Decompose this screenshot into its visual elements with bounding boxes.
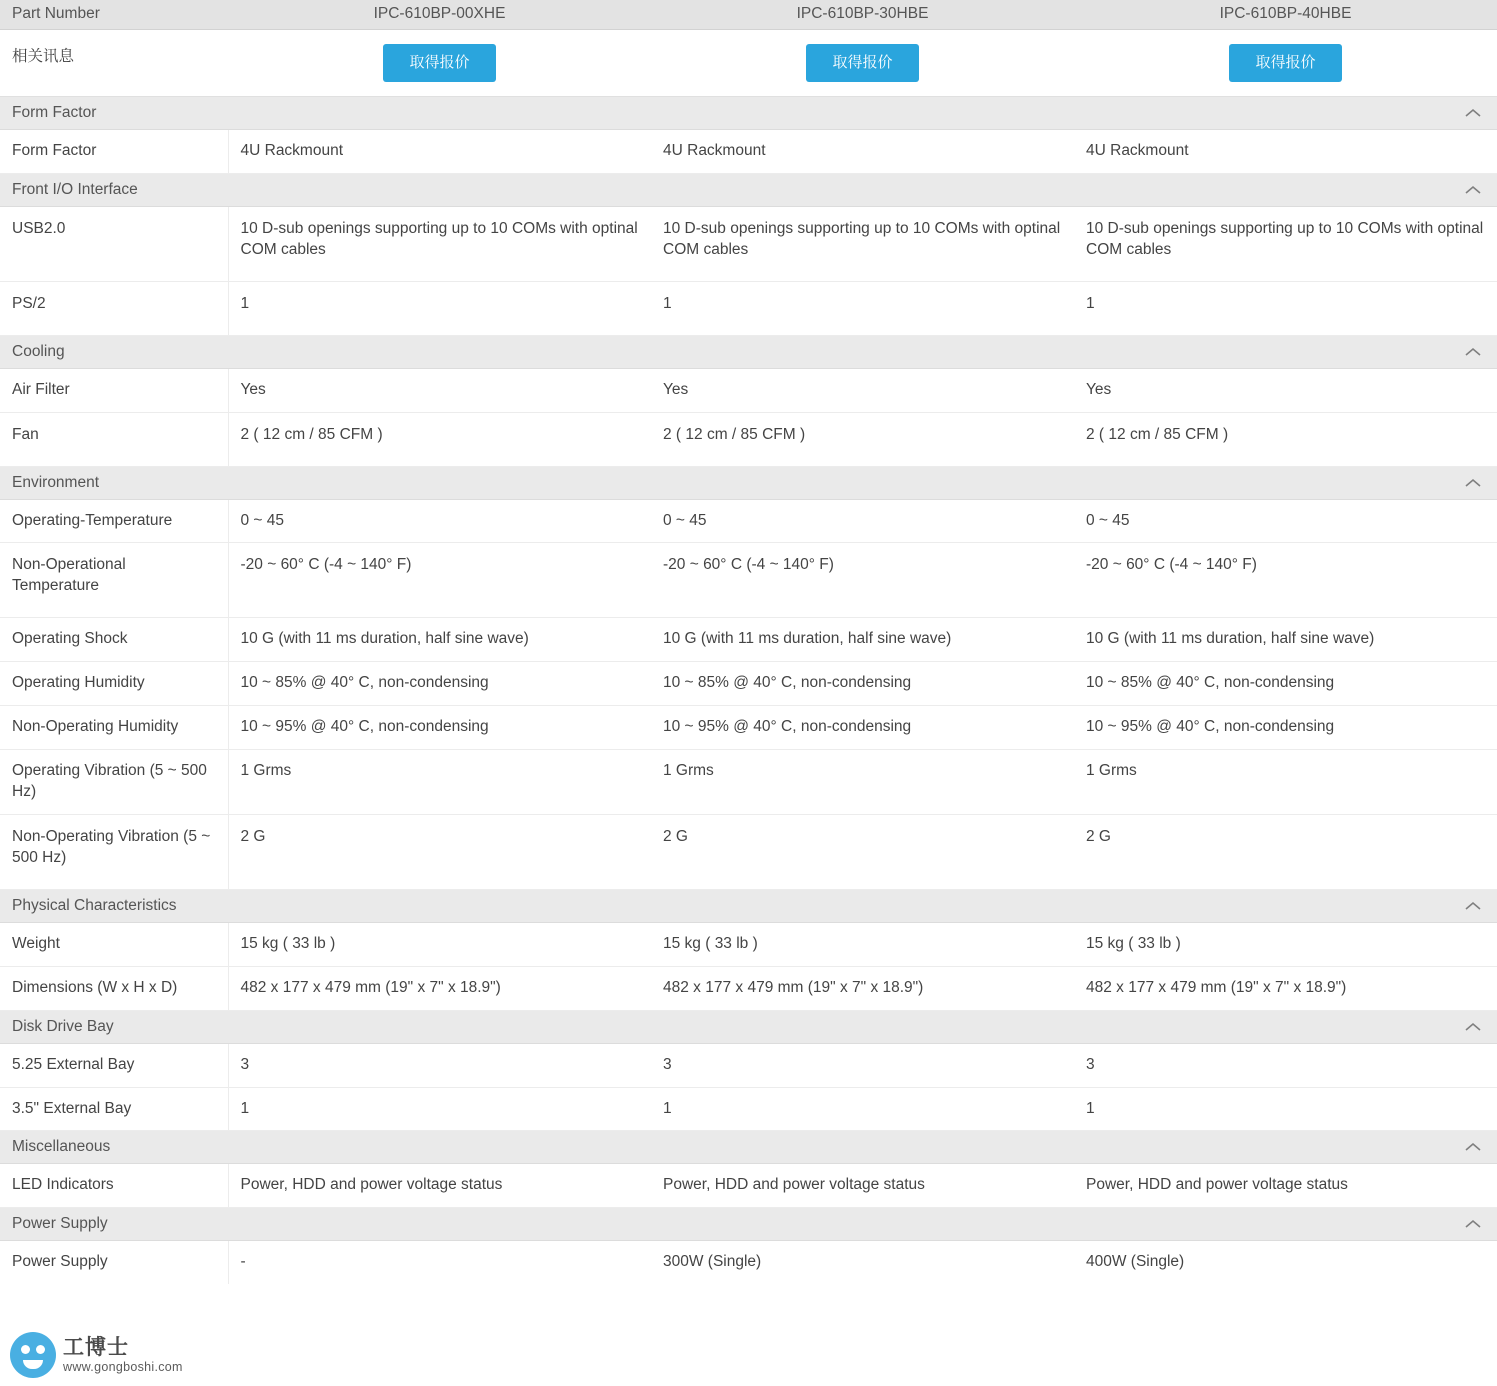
watermark-logo-icon bbox=[10, 1332, 56, 1378]
row-value-2: 10 G (with 11 ms duration, half sine wave) bbox=[651, 618, 1074, 662]
table-row bbox=[0, 706, 1497, 750]
row-label: PS/2 bbox=[0, 281, 228, 335]
section-title-environment bbox=[0, 466, 1497, 499]
quote-cell-2 bbox=[651, 29, 1074, 97]
row-value-2: 15 kg ( 33 lb ) bbox=[651, 922, 1074, 966]
chevron-up-icon[interactable] bbox=[1465, 1022, 1481, 1032]
table-row bbox=[0, 1164, 1497, 1208]
section-header-miscellaneous[interactable] bbox=[0, 1131, 1497, 1164]
row-value-2: 3 bbox=[651, 1043, 1074, 1087]
table-row bbox=[0, 922, 1497, 966]
table-row bbox=[0, 206, 1497, 281]
section-label: Disk Drive Bay bbox=[12, 1017, 114, 1035]
row-value-1: -20 ~ 60° C (-4 ~ 140° F) bbox=[228, 543, 651, 618]
row-label: Air Filter bbox=[0, 368, 228, 412]
row-value-1: 10 G (with 11 ms duration, half sine wave) bbox=[228, 618, 651, 662]
section-title-front-io-interface bbox=[0, 173, 1497, 206]
row-value-2: 1 bbox=[651, 281, 1074, 335]
row-label: 3.5" External Bay bbox=[0, 1087, 228, 1131]
section-header-front-io-interface[interactable] bbox=[0, 173, 1497, 206]
table-row bbox=[0, 412, 1497, 466]
section-label: Cooling bbox=[12, 342, 65, 360]
table-row bbox=[0, 1043, 1497, 1087]
header-part-number-label: Part Number bbox=[0, 0, 228, 29]
row-label: Operating Humidity bbox=[0, 662, 228, 706]
row-value-3: 2 G bbox=[1074, 814, 1497, 889]
watermark-text bbox=[63, 1336, 183, 1375]
section-label: Physical Characteristics bbox=[12, 896, 177, 914]
row-value-1: 1 bbox=[228, 281, 651, 335]
chevron-up-icon[interactable] bbox=[1465, 901, 1481, 911]
header-column-3: IPC-610BP-40HBE bbox=[1074, 0, 1497, 29]
watermark bbox=[10, 1332, 183, 1378]
row-value-1: 15 kg ( 33 lb ) bbox=[228, 922, 651, 966]
row-value-2: -20 ~ 60° C (-4 ~ 140° F) bbox=[651, 543, 1074, 618]
header-column-1: IPC-610BP-00XHE bbox=[228, 0, 651, 29]
row-value-1: 10 D-sub openings supporting up to 10 COMs with optinal COM cables bbox=[228, 206, 651, 281]
row-value-1: 2 G bbox=[228, 814, 651, 889]
row-value-2: Yes bbox=[651, 368, 1074, 412]
row-label: LED Indicators bbox=[0, 1164, 228, 1208]
chevron-up-icon[interactable] bbox=[1465, 347, 1481, 357]
row-value-3: 1 Grms bbox=[1074, 750, 1497, 815]
table-row bbox=[0, 281, 1497, 335]
section-label: Form Factor bbox=[12, 104, 97, 121]
get-quote-button-3[interactable]: 取得报价 bbox=[1229, 44, 1341, 83]
watermark-url: www.gongboshi.com bbox=[63, 1359, 183, 1374]
chevron-up-icon[interactable] bbox=[1465, 478, 1481, 488]
section-header-physical-characteristics[interactable] bbox=[0, 889, 1497, 922]
row-value-2: 1 bbox=[651, 1087, 1074, 1131]
row-value-1: 3 bbox=[228, 1043, 651, 1087]
row-value-3: 15 kg ( 33 lb ) bbox=[1074, 922, 1497, 966]
table-row bbox=[0, 130, 1497, 174]
row-value-2: 0 ~ 45 bbox=[651, 499, 1074, 543]
row-value-2: 4U Rackmount bbox=[651, 130, 1074, 174]
quote-cell-1 bbox=[228, 29, 651, 97]
quote-cell-3 bbox=[1074, 29, 1497, 97]
row-label: 5.25 External Bay bbox=[0, 1043, 228, 1087]
row-value-3: 3 bbox=[1074, 1043, 1497, 1087]
section-header-disk-drive-bay[interactable] bbox=[0, 1010, 1497, 1043]
row-value-2: Power, HDD and power voltage status bbox=[651, 1164, 1074, 1208]
row-label: Non-Operating Humidity bbox=[0, 706, 228, 750]
header-column-2: IPC-610BP-30HBE bbox=[651, 0, 1074, 29]
section-header-environment[interactable] bbox=[0, 466, 1497, 499]
row-value-3: 482 x 177 x 479 mm (19" x 7" x 18.9") bbox=[1074, 966, 1497, 1010]
row-value-1: - bbox=[228, 1241, 651, 1284]
row-value-2: 10 ~ 95% @ 40° C, non-condensing bbox=[651, 706, 1074, 750]
quote-row-label: 相关讯息 bbox=[0, 29, 228, 97]
row-value-3: 10 D-sub openings supporting up to 10 COMs with optinal COM cables bbox=[1074, 206, 1497, 281]
row-value-1: 2 ( 12 cm / 85 CFM ) bbox=[228, 412, 651, 466]
row-label: Fan bbox=[0, 412, 228, 466]
table-row bbox=[0, 966, 1497, 1010]
row-value-3: 400W (Single) bbox=[1074, 1241, 1497, 1284]
row-value-1: 10 ~ 95% @ 40° C, non-condensing bbox=[228, 706, 651, 750]
table-row bbox=[0, 618, 1497, 662]
row-value-3: 1 bbox=[1074, 1087, 1497, 1131]
row-value-1: Power, HDD and power voltage status bbox=[228, 1164, 651, 1208]
table-row bbox=[0, 814, 1497, 889]
get-quote-button-1[interactable]: 取得报价 bbox=[383, 44, 495, 83]
row-value-3: 0 ~ 45 bbox=[1074, 499, 1497, 543]
row-value-1: 0 ~ 45 bbox=[228, 499, 651, 543]
table-row bbox=[0, 543, 1497, 618]
row-value-1: 10 ~ 85% @ 40° C, non-condensing bbox=[228, 662, 651, 706]
table-row bbox=[0, 750, 1497, 815]
row-label: Weight bbox=[0, 922, 228, 966]
row-value-1: 482 x 177 x 479 mm (19" x 7" x 18.9") bbox=[228, 966, 651, 1010]
row-label: Form Factor bbox=[0, 130, 228, 174]
row-value-2: 1 Grms bbox=[651, 750, 1074, 815]
section-header-power-supply[interactable] bbox=[0, 1208, 1497, 1241]
row-value-3: 2 ( 12 cm / 85 CFM ) bbox=[1074, 412, 1497, 466]
row-value-3: Power, HDD and power voltage status bbox=[1074, 1164, 1497, 1208]
row-label: Power Supply bbox=[0, 1241, 228, 1284]
row-label: USB2.0 bbox=[0, 206, 228, 281]
chevron-up-icon[interactable] bbox=[1465, 108, 1481, 118]
row-label: Dimensions (W x H x D) bbox=[0, 966, 228, 1010]
row-value-2: 10 D-sub openings supporting up to 10 COMs with optinal COM cables bbox=[651, 206, 1074, 281]
section-label: Front I/O Interface bbox=[12, 180, 138, 198]
row-value-3: Yes bbox=[1074, 368, 1497, 412]
row-value-1: 1 Grms bbox=[228, 750, 651, 815]
row-value-1: 1 bbox=[228, 1087, 651, 1131]
table-row bbox=[0, 1241, 1497, 1284]
table-header-row bbox=[0, 0, 1497, 29]
section-label: Miscellaneous bbox=[12, 1138, 111, 1156]
section-header-cooling[interactable] bbox=[0, 335, 1497, 368]
row-value-2: 10 ~ 85% @ 40° C, non-condensing bbox=[651, 662, 1074, 706]
row-value-1: Yes bbox=[228, 368, 651, 412]
section-title-form-factor bbox=[0, 97, 1497, 130]
row-label: Operating Vibration (5 ~ 500 Hz) bbox=[0, 750, 228, 815]
row-value-2: 2 ( 12 cm / 85 CFM ) bbox=[651, 412, 1074, 466]
row-label: Operating Shock bbox=[0, 618, 228, 662]
section-header-form-factor[interactable] bbox=[0, 97, 1497, 130]
section-title-power-supply bbox=[0, 1208, 1497, 1241]
row-value-2: 2 G bbox=[651, 814, 1074, 889]
chevron-up-icon[interactable] bbox=[1465, 1142, 1481, 1152]
section-label: Power Supply bbox=[12, 1215, 108, 1233]
section-label: Environment bbox=[12, 473, 100, 491]
section-title-cooling bbox=[0, 335, 1497, 368]
section-title-disk-drive-bay bbox=[0, 1010, 1497, 1043]
chevron-up-icon[interactable] bbox=[1465, 185, 1481, 195]
chevron-up-icon[interactable] bbox=[1465, 1219, 1481, 1229]
row-value-2: 300W (Single) bbox=[651, 1241, 1074, 1284]
row-label: Non-Operational Temperature bbox=[0, 543, 228, 618]
get-quote-button-2[interactable]: 取得报价 bbox=[806, 44, 918, 83]
table-row bbox=[0, 368, 1497, 412]
row-value-3: -20 ~ 60° C (-4 ~ 140° F) bbox=[1074, 543, 1497, 618]
section-title-physical-characteristics bbox=[0, 889, 1497, 922]
watermark-title: 工博士 bbox=[63, 1335, 129, 1359]
row-value-3: 10 G (with 11 ms duration, half sine wave) bbox=[1074, 618, 1497, 662]
row-value-3: 10 ~ 85% @ 40° C, non-condensing bbox=[1074, 662, 1497, 706]
row-value-1: 4U Rackmount bbox=[228, 130, 651, 174]
table-row bbox=[0, 499, 1497, 543]
table-row bbox=[0, 662, 1497, 706]
row-label: Operating-Temperature bbox=[0, 499, 228, 543]
section-title-miscellaneous bbox=[0, 1131, 1497, 1164]
row-value-2: 482 x 177 x 479 mm (19" x 7" x 18.9") bbox=[651, 966, 1074, 1010]
row-label: Non-Operating Vibration (5 ~ 500 Hz) bbox=[0, 814, 228, 889]
row-value-3: 4U Rackmount bbox=[1074, 130, 1497, 174]
row-value-3: 1 bbox=[1074, 281, 1497, 335]
quote-row bbox=[0, 29, 1497, 97]
row-value-3: 10 ~ 95% @ 40° C, non-condensing bbox=[1074, 706, 1497, 750]
table-row bbox=[0, 1087, 1497, 1131]
